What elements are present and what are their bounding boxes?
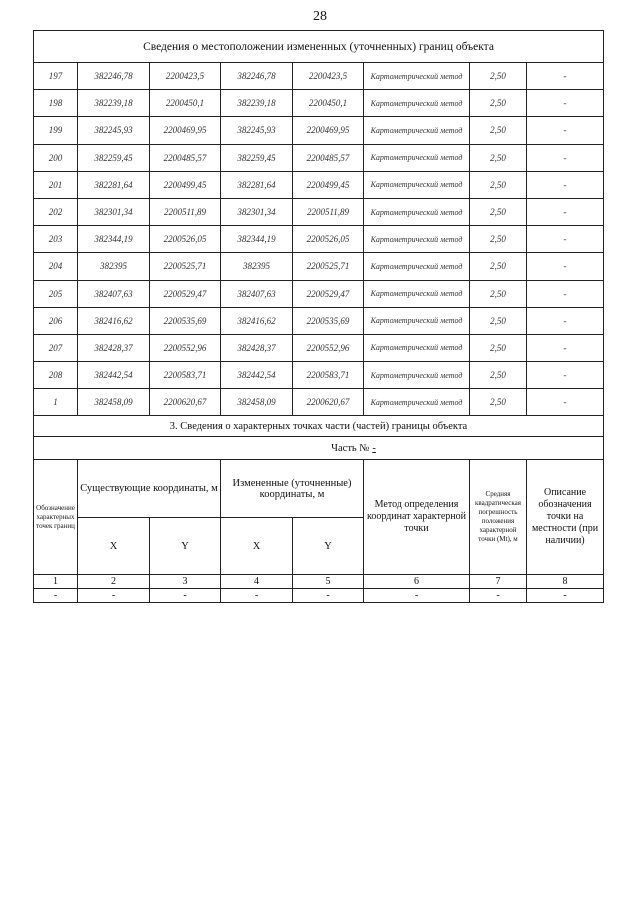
- table-row: [34, 389, 604, 416]
- cell-changed-y: 2200552,96: [293, 334, 364, 361]
- cell-existing-x: 382395: [78, 253, 150, 280]
- cell-changed-x: 382259,45: [221, 144, 293, 171]
- cell-point: 199: [34, 117, 78, 144]
- header-description: Описание обозначения точки на местности (при наличии): [527, 460, 604, 575]
- cell-changed-y: 2200511,89: [293, 198, 364, 225]
- cell-accuracy: 2,50: [470, 90, 527, 117]
- cell-changed-x: 382395: [221, 253, 293, 280]
- column-number: 1: [34, 575, 78, 589]
- cell-method: Картометрический метод: [364, 334, 470, 361]
- cell-accuracy: 2,50: [470, 226, 527, 253]
- cell-existing-x: 382281,64: [78, 171, 150, 198]
- cell-description: -: [527, 226, 604, 253]
- cell-accuracy: 2,50: [470, 253, 527, 280]
- cell-existing-x: 382246,78: [78, 63, 150, 90]
- table-row: [34, 144, 604, 171]
- empty-part-row: [34, 589, 604, 603]
- cell-existing-x: 382344,19: [78, 226, 150, 253]
- part-number-label: Часть №: [331, 442, 370, 454]
- cell-method: Картометрический метод: [364, 144, 470, 171]
- cell-description: -: [527, 63, 604, 90]
- empty-cell: -: [293, 589, 364, 603]
- table-row: [34, 171, 604, 198]
- cell-method: Картометрический метод: [364, 90, 470, 117]
- cell-point: 198: [34, 90, 78, 117]
- cell-point: 1: [34, 389, 78, 416]
- cell-accuracy: 2,50: [470, 171, 527, 198]
- cell-point: 208: [34, 362, 78, 389]
- cell-existing-y: 2200485,57: [150, 144, 221, 171]
- cell-changed-y: 2200499,45: [293, 171, 364, 198]
- cell-changed-x: 382344,19: [221, 226, 293, 253]
- cell-existing-y: 2200526,05: [150, 226, 221, 253]
- cell-point: 202: [34, 198, 78, 225]
- cell-existing-x: 382245,93: [78, 117, 150, 144]
- empty-cell: -: [78, 589, 150, 603]
- cell-existing-x: 382442,54: [78, 362, 150, 389]
- boundary-points-table: [33, 30, 604, 603]
- cell-point: 204: [34, 253, 78, 280]
- column-numbers-row: [34, 575, 604, 589]
- cell-accuracy: 2,50: [470, 307, 527, 334]
- cell-existing-y: 2200620,67: [150, 389, 221, 416]
- column-number: 7: [470, 575, 527, 589]
- cell-accuracy: 2,50: [470, 144, 527, 171]
- cell-changed-y: 2200535,69: [293, 307, 364, 334]
- cell-point: 200: [34, 144, 78, 171]
- cell-existing-y: 2200583,71: [150, 362, 221, 389]
- cell-description: -: [527, 117, 604, 144]
- column-number: 3: [150, 575, 221, 589]
- cell-description: -: [527, 334, 604, 361]
- cell-point: 205: [34, 280, 78, 307]
- page-number: 28: [313, 9, 327, 24]
- empty-cell: -: [34, 589, 78, 603]
- cell-method: Картометрический метод: [364, 307, 470, 334]
- cell-point: 206: [34, 307, 78, 334]
- header-point-designation: Обозначение характерных точек границ: [34, 460, 78, 575]
- cell-method: Картометрический метод: [364, 171, 470, 198]
- cell-description: -: [527, 144, 604, 171]
- cell-existing-y: 2200529,47: [150, 280, 221, 307]
- cell-existing-x: 382239,18: [78, 90, 150, 117]
- cell-description: -: [527, 198, 604, 225]
- table-row: [34, 226, 604, 253]
- cell-changed-y: 2200529,47: [293, 280, 364, 307]
- cell-method: Картометрический метод: [364, 117, 470, 144]
- cell-accuracy: 2,50: [470, 334, 527, 361]
- cell-changed-y: 2200485,57: [293, 144, 364, 171]
- cell-description: -: [527, 171, 604, 198]
- cell-method: Картометрический метод: [364, 362, 470, 389]
- table-row: [34, 280, 604, 307]
- cell-changed-x: 382416,62: [221, 307, 293, 334]
- empty-cell: -: [150, 589, 221, 603]
- empty-cell: -: [221, 589, 293, 603]
- cell-changed-y: 2200469,95: [293, 117, 364, 144]
- table-row: [34, 198, 604, 225]
- section3-title: 3. Сведения о характерных точках части (частей) границы объекта: [34, 416, 604, 437]
- header-existing-x: X: [78, 518, 150, 575]
- cell-changed-x: 382301,34: [221, 198, 293, 225]
- cell-existing-y: 2200423,5: [150, 63, 221, 90]
- cell-description: -: [527, 362, 604, 389]
- cell-existing-y: 2200511,89: [150, 198, 221, 225]
- part-number-row: [34, 437, 604, 460]
- cell-existing-x: 382458,09: [78, 389, 150, 416]
- cell-changed-x: 382428,37: [221, 334, 293, 361]
- cell-changed-x: 382246,78: [221, 63, 293, 90]
- header-accuracy: Средняя квадратическая погрешность положения характерной точки (Мt), м: [470, 460, 527, 575]
- empty-cell: -: [364, 589, 470, 603]
- cell-changed-y: 2200423,5: [293, 63, 364, 90]
- cell-accuracy: 2,50: [470, 117, 527, 144]
- header-changed-y: Y: [293, 518, 364, 575]
- cell-method: Картометрический метод: [364, 226, 470, 253]
- header-existing-y: Y: [150, 518, 221, 575]
- table-row: [34, 362, 604, 389]
- cell-existing-y: 2200535,69: [150, 307, 221, 334]
- cell-changed-y: 2200583,71: [293, 362, 364, 389]
- cell-changed-x: 382407,63: [221, 280, 293, 307]
- column-number: 5: [293, 575, 364, 589]
- header-changed-x: X: [221, 518, 293, 575]
- cell-existing-x: 382259,45: [78, 144, 150, 171]
- cell-accuracy: 2,50: [470, 280, 527, 307]
- cell-accuracy: 2,50: [470, 389, 527, 416]
- cell-changed-x: 382245,93: [221, 117, 293, 144]
- column-number: 2: [78, 575, 150, 589]
- cell-existing-y: 2200450,1: [150, 90, 221, 117]
- header-existing-coords: Существующие координаты, м: [78, 460, 221, 518]
- cell-method: Картометрический метод: [364, 63, 470, 90]
- cell-method: Картометрический метод: [364, 253, 470, 280]
- cell-accuracy: 2,50: [470, 63, 527, 90]
- cell-changed-y: 2200450,1: [293, 90, 364, 117]
- cell-point: 197: [34, 63, 78, 90]
- cell-method: Картометрический метод: [364, 280, 470, 307]
- cell-method: Картометрический метод: [364, 389, 470, 416]
- cell-changed-x: 382239,18: [221, 90, 293, 117]
- cell-changed-x: 382281,64: [221, 171, 293, 198]
- column-number: 6: [364, 575, 470, 589]
- cell-accuracy: 2,50: [470, 198, 527, 225]
- cell-description: -: [527, 253, 604, 280]
- cell-existing-x: 382407,63: [78, 280, 150, 307]
- cell-existing-x: 382416,62: [78, 307, 150, 334]
- table-row: [34, 334, 604, 361]
- empty-cell: -: [470, 589, 527, 603]
- header-changed-coords: Измененные (уточненные) координаты, м: [221, 460, 364, 518]
- cell-accuracy: 2,50: [470, 362, 527, 389]
- cell-existing-x: 382428,37: [78, 334, 150, 361]
- section2-title: Сведения о местоположении измененных (уточненных) границ объекта: [34, 31, 604, 63]
- cell-point: 201: [34, 171, 78, 198]
- table-row: [34, 63, 604, 90]
- cell-changed-x: 382442,54: [221, 362, 293, 389]
- cell-existing-y: 2200525,71: [150, 253, 221, 280]
- empty-cell: -: [527, 589, 604, 603]
- table-row: [34, 117, 604, 144]
- table-row: [34, 253, 604, 280]
- cell-existing-y: 2200469,95: [150, 117, 221, 144]
- cell-description: -: [527, 280, 604, 307]
- column-number: 4: [221, 575, 293, 589]
- header-row-top: [34, 460, 604, 518]
- cell-changed-x: 382458,09: [221, 389, 293, 416]
- cell-changed-y: 2200526,05: [293, 226, 364, 253]
- section2-title-row: [34, 31, 604, 63]
- cell-description: -: [527, 90, 604, 117]
- cell-changed-y: 2200525,71: [293, 253, 364, 280]
- column-number: 8: [527, 575, 604, 589]
- header-method: Метод определения координат характерной точки: [364, 460, 470, 575]
- table-row: [34, 90, 604, 117]
- section3-title-row: [34, 416, 604, 437]
- cell-changed-y: 2200620,67: [293, 389, 364, 416]
- cell-description: -: [527, 389, 604, 416]
- cell-point: 207: [34, 334, 78, 361]
- cell-existing-x: 382301,34: [78, 198, 150, 225]
- cell-existing-y: 2200499,45: [150, 171, 221, 198]
- table-row: [34, 307, 604, 334]
- cell-point: 203: [34, 226, 78, 253]
- cell-description: -: [527, 307, 604, 334]
- part-number-value: -: [372, 442, 376, 454]
- cell-existing-y: 2200552,96: [150, 334, 221, 361]
- cell-method: Картометрический метод: [364, 198, 470, 225]
